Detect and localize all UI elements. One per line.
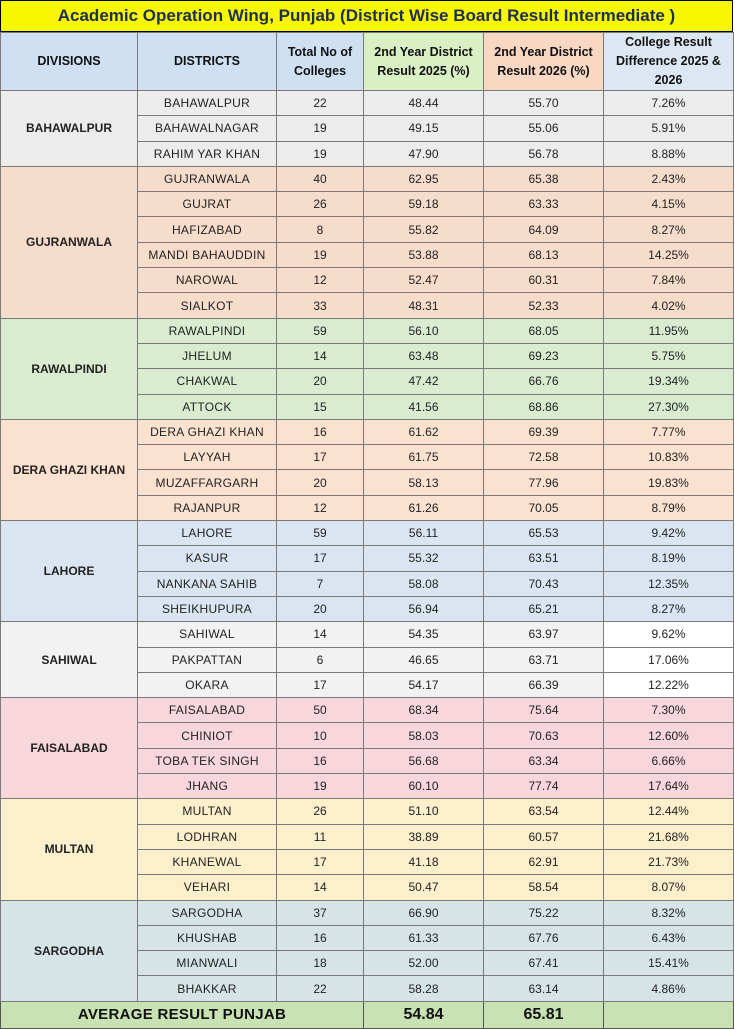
college-count: 7 bbox=[277, 571, 364, 596]
result-2026: 63.51 bbox=[484, 546, 604, 571]
result-2025: 56.11 bbox=[364, 521, 484, 546]
college-count: 11 bbox=[277, 824, 364, 849]
result-2026: 63.97 bbox=[484, 622, 604, 647]
result-2025: 46.65 bbox=[364, 647, 484, 672]
result-2026: 68.05 bbox=[484, 318, 604, 343]
district-name: TOBA TEK SINGH bbox=[138, 748, 277, 773]
college-count: 12 bbox=[277, 495, 364, 520]
district-name: JHANG bbox=[138, 774, 277, 799]
college-count: 17 bbox=[277, 445, 364, 470]
district-name: GUJRANWALA bbox=[138, 166, 277, 191]
result-difference: 7.77% bbox=[604, 419, 734, 444]
district-name: RAJANPUR bbox=[138, 495, 277, 520]
district-name: MUZAFFARGARH bbox=[138, 470, 277, 495]
result-difference: 17.64% bbox=[604, 774, 734, 799]
result-2026: 63.34 bbox=[484, 748, 604, 773]
result-difference: 15.41% bbox=[604, 951, 734, 976]
college-count: 50 bbox=[277, 698, 364, 723]
result-2026: 55.06 bbox=[484, 116, 604, 141]
result-difference: 9.42% bbox=[604, 521, 734, 546]
result-2026: 68.86 bbox=[484, 394, 604, 419]
result-2026: 65.21 bbox=[484, 596, 604, 621]
college-count: 15 bbox=[277, 394, 364, 419]
college-count: 20 bbox=[277, 369, 364, 394]
result-2026: 70.63 bbox=[484, 723, 604, 748]
header-result-2026: 2nd Year District Result 2026 (%) bbox=[484, 33, 604, 91]
district-name: GUJRAT bbox=[138, 192, 277, 217]
header-total-colleges: Total No of Colleges bbox=[277, 33, 364, 91]
header-result-difference: College Result Difference 2025 & 2026 bbox=[604, 33, 734, 91]
result-2026: 55.70 bbox=[484, 91, 604, 116]
result-2026: 58.54 bbox=[484, 875, 604, 900]
result-2026: 66.76 bbox=[484, 369, 604, 394]
result-2025: 41.18 bbox=[364, 849, 484, 874]
district-name: KASUR bbox=[138, 546, 277, 571]
result-2025: 52.00 bbox=[364, 951, 484, 976]
result-difference: 12.44% bbox=[604, 799, 734, 824]
table-row bbox=[1, 521, 734, 546]
result-2026: 52.33 bbox=[484, 293, 604, 318]
average-2026: 65.81 bbox=[484, 1001, 604, 1028]
result-difference: 10.83% bbox=[604, 445, 734, 470]
college-count: 19 bbox=[277, 116, 364, 141]
district-name: SARGODHA bbox=[138, 900, 277, 925]
district-name: FAISALABAD bbox=[138, 698, 277, 723]
district-name: NAROWAL bbox=[138, 268, 277, 293]
result-difference: 8.19% bbox=[604, 546, 734, 571]
result-2026: 63.54 bbox=[484, 799, 604, 824]
table-row bbox=[1, 698, 734, 723]
division-name: MULTAN bbox=[1, 799, 138, 900]
result-2025: 58.28 bbox=[364, 976, 484, 1001]
college-count: 17 bbox=[277, 672, 364, 697]
division-name: GUJRANWALA bbox=[1, 166, 138, 318]
result-2025: 68.34 bbox=[364, 698, 484, 723]
result-2025: 47.42 bbox=[364, 369, 484, 394]
page-title: Academic Operation Wing, Punjab (District Wise Board Result Intermediate ) bbox=[0, 0, 733, 32]
college-count: 37 bbox=[277, 900, 364, 925]
average-label: AVERAGE RESULT PUNJAB bbox=[1, 1001, 364, 1028]
college-count: 59 bbox=[277, 318, 364, 343]
district-name: ATTOCK bbox=[138, 394, 277, 419]
results-table bbox=[0, 32, 734, 1029]
result-2025: 54.35 bbox=[364, 622, 484, 647]
result-difference: 5.75% bbox=[604, 343, 734, 368]
result-difference: 4.15% bbox=[604, 192, 734, 217]
result-2025: 53.88 bbox=[364, 242, 484, 267]
header-result-2025: 2nd Year District Result 2025 (%) bbox=[364, 33, 484, 91]
college-count: 20 bbox=[277, 596, 364, 621]
college-count: 12 bbox=[277, 268, 364, 293]
result-2026: 65.38 bbox=[484, 166, 604, 191]
division-name: SARGODHA bbox=[1, 900, 138, 1001]
table-row bbox=[1, 419, 734, 444]
result-2025: 58.08 bbox=[364, 571, 484, 596]
result-difference: 21.68% bbox=[604, 824, 734, 849]
college-count: 18 bbox=[277, 951, 364, 976]
result-2026: 70.43 bbox=[484, 571, 604, 596]
result-2026: 75.22 bbox=[484, 900, 604, 925]
result-2025: 62.95 bbox=[364, 166, 484, 191]
college-count: 22 bbox=[277, 976, 364, 1001]
result-2026: 77.74 bbox=[484, 774, 604, 799]
division-name: FAISALABAD bbox=[1, 698, 138, 799]
average-row bbox=[1, 1001, 734, 1028]
college-count: 17 bbox=[277, 849, 364, 874]
college-count: 33 bbox=[277, 293, 364, 318]
result-difference: 7.30% bbox=[604, 698, 734, 723]
result-2026: 67.41 bbox=[484, 951, 604, 976]
division-name: RAWALPINDI bbox=[1, 318, 138, 419]
district-name: BAHAWALPUR bbox=[138, 91, 277, 116]
district-name: RAWALPINDI bbox=[138, 318, 277, 343]
result-2025: 61.62 bbox=[364, 419, 484, 444]
college-count: 19 bbox=[277, 774, 364, 799]
division-name: SAHIWAL bbox=[1, 622, 138, 698]
result-difference: 7.26% bbox=[604, 91, 734, 116]
result-2025: 66.90 bbox=[364, 900, 484, 925]
college-count: 19 bbox=[277, 141, 364, 166]
result-2026: 62.91 bbox=[484, 849, 604, 874]
district-name: JHELUM bbox=[138, 343, 277, 368]
college-count: 14 bbox=[277, 343, 364, 368]
result-difference: 19.83% bbox=[604, 470, 734, 495]
result-2025: 61.33 bbox=[364, 925, 484, 950]
district-name: VEHARI bbox=[138, 875, 277, 900]
result-2026: 56.78 bbox=[484, 141, 604, 166]
table-row bbox=[1, 622, 734, 647]
result-difference: 8.27% bbox=[604, 596, 734, 621]
result-2025: 51.10 bbox=[364, 799, 484, 824]
average-difference bbox=[604, 1001, 734, 1028]
district-name: MIANWALI bbox=[138, 951, 277, 976]
result-2025: 56.94 bbox=[364, 596, 484, 621]
result-2025: 60.10 bbox=[364, 774, 484, 799]
result-difference: 4.02% bbox=[604, 293, 734, 318]
result-2026: 67.76 bbox=[484, 925, 604, 950]
division-name: LAHORE bbox=[1, 521, 138, 622]
result-2025: 61.26 bbox=[364, 495, 484, 520]
result-2026: 63.14 bbox=[484, 976, 604, 1001]
college-count: 26 bbox=[277, 799, 364, 824]
result-2025: 63.48 bbox=[364, 343, 484, 368]
header-row bbox=[1, 33, 734, 91]
district-name: OKARA bbox=[138, 672, 277, 697]
result-difference: 12.22% bbox=[604, 672, 734, 697]
table-row bbox=[1, 900, 734, 925]
result-difference: 9.62% bbox=[604, 622, 734, 647]
table-row bbox=[1, 799, 734, 824]
district-name: MANDI BAHAUDDIN bbox=[138, 242, 277, 267]
district-name: LAHORE bbox=[138, 521, 277, 546]
district-name: MULTAN bbox=[138, 799, 277, 824]
table-row bbox=[1, 166, 734, 191]
result-difference: 8.88% bbox=[604, 141, 734, 166]
district-name: RAHIM YAR KHAN bbox=[138, 141, 277, 166]
result-2025: 54.17 bbox=[364, 672, 484, 697]
district-name: CHINIOT bbox=[138, 723, 277, 748]
result-difference: 8.07% bbox=[604, 875, 734, 900]
header-divisions: DIVISIONS bbox=[1, 33, 138, 91]
college-count: 22 bbox=[277, 91, 364, 116]
result-difference: 14.25% bbox=[604, 242, 734, 267]
result-difference: 8.27% bbox=[604, 217, 734, 242]
result-2025: 38.89 bbox=[364, 824, 484, 849]
table-row bbox=[1, 318, 734, 343]
result-2026: 77.96 bbox=[484, 470, 604, 495]
result-difference: 11.95% bbox=[604, 318, 734, 343]
result-2026: 70.05 bbox=[484, 495, 604, 520]
table-row bbox=[1, 91, 734, 116]
result-2025: 58.03 bbox=[364, 723, 484, 748]
district-name: LODHRAN bbox=[138, 824, 277, 849]
result-difference: 21.73% bbox=[604, 849, 734, 874]
division-name: DERA GHAZI KHAN bbox=[1, 419, 138, 520]
result-2025: 52.47 bbox=[364, 268, 484, 293]
college-count: 8 bbox=[277, 217, 364, 242]
district-name: BHAKKAR bbox=[138, 976, 277, 1001]
results-body bbox=[1, 91, 734, 1002]
district-name: LAYYAH bbox=[138, 445, 277, 470]
average-2025: 54.84 bbox=[364, 1001, 484, 1028]
college-count: 20 bbox=[277, 470, 364, 495]
result-2025: 56.68 bbox=[364, 748, 484, 773]
college-count: 16 bbox=[277, 419, 364, 444]
result-2026: 63.33 bbox=[484, 192, 604, 217]
result-difference: 27.30% bbox=[604, 394, 734, 419]
result-2025: 55.82 bbox=[364, 217, 484, 242]
result-2026: 68.13 bbox=[484, 242, 604, 267]
result-2025: 49.15 bbox=[364, 116, 484, 141]
result-2026: 65.53 bbox=[484, 521, 604, 546]
college-count: 16 bbox=[277, 925, 364, 950]
college-count: 26 bbox=[277, 192, 364, 217]
district-name: SAHIWAL bbox=[138, 622, 277, 647]
result-difference: 6.43% bbox=[604, 925, 734, 950]
result-2026: 63.71 bbox=[484, 647, 604, 672]
result-2025: 61.75 bbox=[364, 445, 484, 470]
result-2026: 69.23 bbox=[484, 343, 604, 368]
district-name: NANKANA SAHIB bbox=[138, 571, 277, 596]
result-2026: 60.31 bbox=[484, 268, 604, 293]
district-name: PAKPATTAN bbox=[138, 647, 277, 672]
district-name: BAHAWALNAGAR bbox=[138, 116, 277, 141]
result-2025: 48.31 bbox=[364, 293, 484, 318]
result-difference: 5.91% bbox=[604, 116, 734, 141]
college-count: 10 bbox=[277, 723, 364, 748]
college-count: 6 bbox=[277, 647, 364, 672]
result-difference: 8.79% bbox=[604, 495, 734, 520]
result-difference: 6.66% bbox=[604, 748, 734, 773]
college-count: 59 bbox=[277, 521, 364, 546]
result-difference: 19.34% bbox=[604, 369, 734, 394]
result-difference: 4.86% bbox=[604, 976, 734, 1001]
district-name: DERA GHAZI KHAN bbox=[138, 419, 277, 444]
district-name: CHAKWAL bbox=[138, 369, 277, 394]
header-districts: DISTRICTS bbox=[138, 33, 277, 91]
result-2026: 60.57 bbox=[484, 824, 604, 849]
result-difference: 12.60% bbox=[604, 723, 734, 748]
result-2026: 66.39 bbox=[484, 672, 604, 697]
result-2025: 50.47 bbox=[364, 875, 484, 900]
result-2026: 64.09 bbox=[484, 217, 604, 242]
district-name: SIALKOT bbox=[138, 293, 277, 318]
result-2025: 41.56 bbox=[364, 394, 484, 419]
result-2026: 75.64 bbox=[484, 698, 604, 723]
result-difference: 12.35% bbox=[604, 571, 734, 596]
result-difference: 17.06% bbox=[604, 647, 734, 672]
division-name: BAHAWALPUR bbox=[1, 91, 138, 167]
college-count: 19 bbox=[277, 242, 364, 267]
college-count: 14 bbox=[277, 622, 364, 647]
result-difference: 2.43% bbox=[604, 166, 734, 191]
college-count: 16 bbox=[277, 748, 364, 773]
result-2025: 48.44 bbox=[364, 91, 484, 116]
result-2026: 72.58 bbox=[484, 445, 604, 470]
college-count: 17 bbox=[277, 546, 364, 571]
result-2025: 59.18 bbox=[364, 192, 484, 217]
result-difference: 7.84% bbox=[604, 268, 734, 293]
result-2026: 69.39 bbox=[484, 419, 604, 444]
college-count: 14 bbox=[277, 875, 364, 900]
result-2025: 58.13 bbox=[364, 470, 484, 495]
district-name: HAFIZABAD bbox=[138, 217, 277, 242]
college-count: 40 bbox=[277, 166, 364, 191]
result-2025: 47.90 bbox=[364, 141, 484, 166]
district-name: KHUSHAB bbox=[138, 925, 277, 950]
result-2025: 55.32 bbox=[364, 546, 484, 571]
district-name: KHANEWAL bbox=[138, 849, 277, 874]
district-name: SHEIKHUPURA bbox=[138, 596, 277, 621]
result-difference: 8.32% bbox=[604, 900, 734, 925]
result-2025: 56.10 bbox=[364, 318, 484, 343]
